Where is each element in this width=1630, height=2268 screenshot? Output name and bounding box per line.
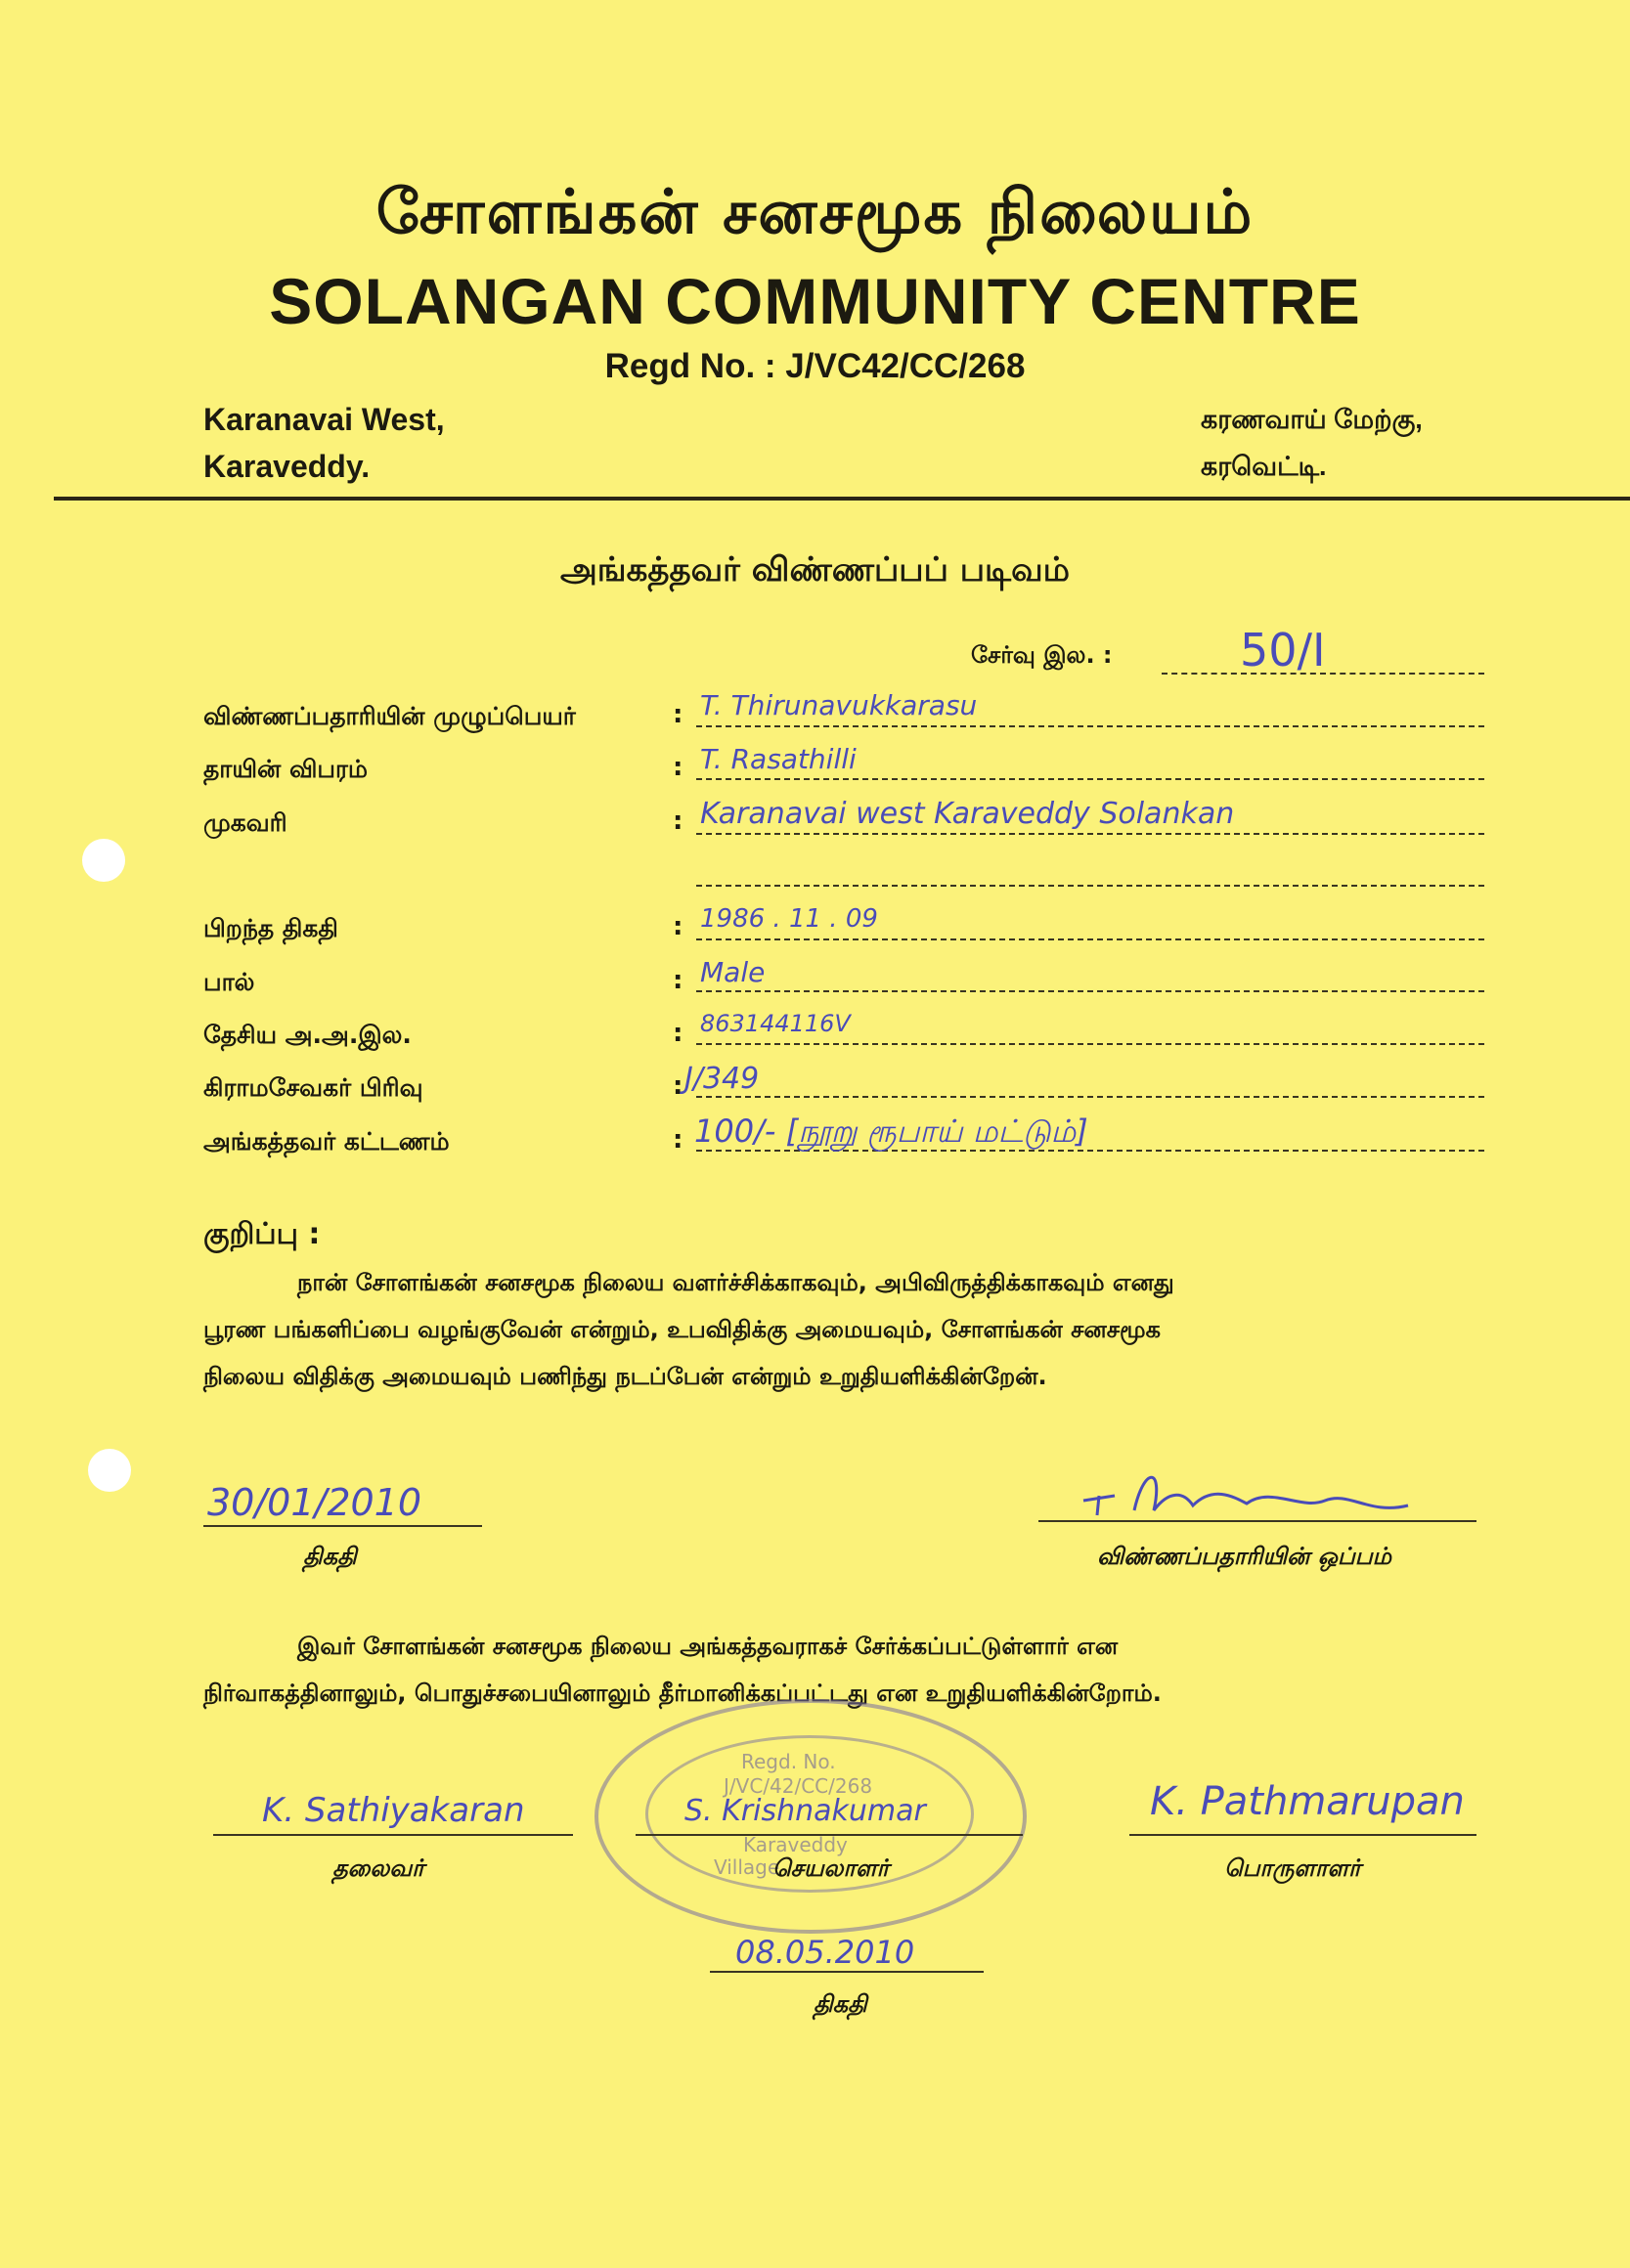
field-value-mother: T. Rasathilli <box>700 743 857 775</box>
field-value-address: Karanavai west Karaveddy Solankan <box>700 797 1235 831</box>
note-line: நான் சோளங்கன் சனசமூக நிலைய வளர்ச்சிக்காகவும், அபிவிருத்திக்காகவும் எனது <box>297 1269 1174 1296</box>
applicant-signature <box>1076 1457 1428 1525</box>
signature-line <box>213 1834 573 1836</box>
signature-line <box>1129 1834 1476 1836</box>
address-left <box>203 396 445 490</box>
field-line <box>696 1043 1484 1045</box>
seal-text: Karaveddy <box>743 1833 848 1856</box>
approval-paragraph <box>203 1623 1486 1670</box>
registration-label: சேர்வு இல. : <box>971 641 1113 669</box>
note-line: நிலைய விதிக்கு அமையவும் பணிந்து நடப்பேன் என்றும் உறுதியளிக்கின்றேன். <box>203 1363 1047 1390</box>
president-label: தலைவர் <box>332 1854 424 1882</box>
seal-text: J/VC/42/CC/268 <box>724 1774 873 1798</box>
address-right-line: கரணவாய் மேற்கு, <box>1201 405 1423 434</box>
field-line <box>696 938 1484 940</box>
address-right-line: கரவெட்டி. <box>1201 452 1327 481</box>
field-colon: : <box>673 753 683 782</box>
field-label-full-name: விண்ணப்பதாரியின் முழுப்பெயர் <box>203 702 576 730</box>
approval-line: நிர்வாகத்தினாலும், பொதுச்சபையினாலும் தீர்மானிக்கப்பட்டது என உறுதியளிக்கின்றோம். <box>203 1679 1162 1707</box>
note-paragraph <box>203 1306 1486 1400</box>
field-value-fee: 100/- [நூறு ரூபாய் மட்டும்] <box>694 1112 1088 1150</box>
header-divider <box>54 497 1630 501</box>
secretary-label: செயலாளர் <box>772 1854 890 1882</box>
field-line <box>696 778 1484 780</box>
punch-hole <box>82 839 125 882</box>
registration-value: 50/I <box>1240 624 1326 676</box>
field-colon: : <box>673 912 683 941</box>
secretary-signature: S. Krishnakumar <box>684 1794 926 1828</box>
approval-date-value: 08.05.2010 <box>735 1934 915 1971</box>
field-line <box>696 1096 1484 1098</box>
field-colon: : <box>673 807 683 836</box>
date-line <box>203 1525 482 1527</box>
applicant-signature-label: விண்ணப்பதாரியின் ஒப்பம் <box>1097 1543 1391 1570</box>
field-label-mother: தாயின் விபரம் <box>203 755 369 783</box>
field-label-nic: தேசிய அ.அ.இல. <box>203 1021 412 1049</box>
field-label-fee: அங்கத்தவர் கட்டணம் <box>203 1127 450 1156</box>
seal-text: Regd. No. <box>741 1750 836 1773</box>
form-title: அங்கத்தவர் விண்ணப்பப் படிவம் <box>560 550 1070 589</box>
field-value-nic: 863144116V <box>700 1010 851 1037</box>
field-label-gender: பால் <box>203 968 255 996</box>
note-line: பூரண பங்களிப்பை வழங்குவேன் என்றும், உபவிதிக்கு அமையவும், சோளங்கன் சனசமூக <box>203 1316 1161 1343</box>
title-tamil: சோளங்கன் சனசமூக நிலையம் <box>375 176 1255 247</box>
address-left-line: Karaveddy. <box>203 449 371 484</box>
president-signature: K. Sathiyakaran <box>262 1791 525 1830</box>
punch-hole <box>88 1449 131 1492</box>
field-value-full-name: T. Thirunavukkarasu <box>700 689 978 721</box>
field-value-gender: Male <box>700 956 766 988</box>
field-line <box>696 725 1484 727</box>
field-colon: : <box>673 1019 683 1048</box>
address-right <box>1201 396 1423 490</box>
field-line <box>696 885 1484 887</box>
field-label-birth-date: பிறந்த திகதி <box>203 914 338 942</box>
applicant-date-value: 30/01/2010 <box>207 1481 422 1524</box>
field-line <box>696 990 1484 992</box>
field-colon: : <box>673 1125 683 1155</box>
approval-line: இவர் சோளங்கன் சனசமூக நிலைய அங்கத்தவராகச் சேர்க்கப்பட்டுள்ளார் என <box>297 1633 1119 1660</box>
note-heading: குறிப்பு : <box>203 1217 321 1251</box>
seal-text: Village <box>714 1855 780 1879</box>
applicant-date-label: திகதி <box>303 1543 357 1570</box>
field-colon: : <box>673 700 683 729</box>
signature-line <box>636 1834 1023 1836</box>
address-left-line: Karanavai West, <box>203 402 445 437</box>
field-line <box>696 833 1484 835</box>
date-line <box>710 1971 984 1973</box>
title-english: SOLANGAN COMMUNITY CENTRE <box>269 265 1361 337</box>
field-value-gs-division: J/349 <box>684 1062 760 1096</box>
field-label-gs-division: கிராமசேவகர் பிரிவு <box>203 1073 423 1102</box>
treasurer-signature: K. Pathmarupan <box>1150 1779 1465 1824</box>
approval-date-label: திகதி <box>814 1990 867 2018</box>
note-paragraph <box>203 1259 1486 1306</box>
treasurer-label: பொருளாளர் <box>1224 1854 1361 1882</box>
registration-number: Regd No. : J/VC42/CC/268 <box>604 347 1026 385</box>
field-colon: : <box>673 1071 683 1101</box>
field-value-birth-date: 1986 . 11 . 09 <box>700 904 878 934</box>
field-label-address: முகவரி <box>203 808 287 837</box>
field-colon: : <box>673 966 683 995</box>
